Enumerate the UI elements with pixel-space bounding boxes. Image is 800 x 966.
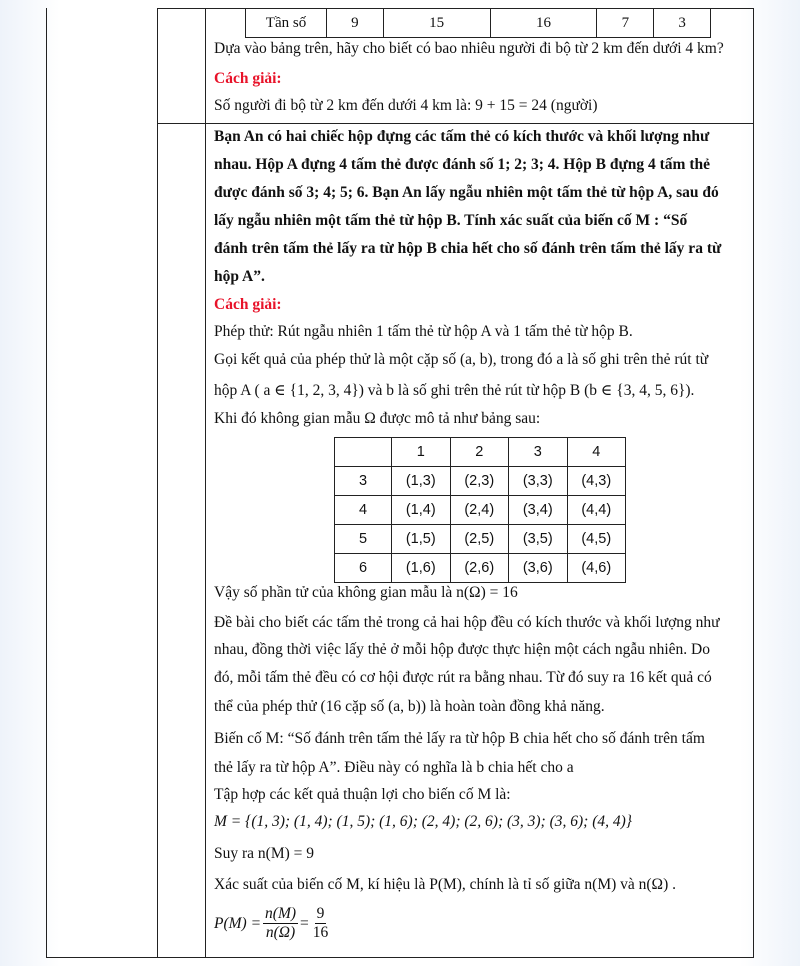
table-border-left xyxy=(46,8,47,958)
q2-trial: Phép thử: Rút ngẫu nhiên 1 tấm thẻ từ hộp A và 1 tấm thẻ từ hộp B. xyxy=(214,323,633,340)
q2-paragraph-line: đó, mỗi tấm thẻ đều có cơ hội được rút ra bằng nhau. Từ đó suy ra 16 kết quả có xyxy=(214,669,712,686)
sample-cell: (3,5) xyxy=(509,525,568,554)
sample-cell: (4,4) xyxy=(567,496,626,525)
frequency-table xyxy=(245,8,711,38)
q2-event-line-2: thẻ lấy ra từ hộp A”. Điều này có nghĩa là b chia hết cho a xyxy=(214,759,574,776)
sample-cell: (1,3) xyxy=(392,467,451,496)
table-border-bottom xyxy=(46,957,753,958)
table-border-right xyxy=(753,8,754,958)
sample-header-cell: 2 xyxy=(450,438,509,467)
q2-sample-space-count: Vậy số phần tử của không gian mẫu là n(Ω) = 16 xyxy=(214,584,518,601)
freq-value: 9 xyxy=(327,9,384,38)
sample-header-cell: 4 xyxy=(567,438,626,467)
q2-problem-line: lấy ngẫu nhiên một tấm thẻ từ hộp B. Tính xác suất của biến cố M : “Số xyxy=(214,212,688,229)
sample-cell: (2,5) xyxy=(450,525,509,554)
sample-cell: (3,3) xyxy=(509,467,568,496)
q2-solution-heading: Cách giải: xyxy=(214,296,282,313)
background-decoration-left xyxy=(0,0,60,966)
table-row xyxy=(335,554,626,583)
fraction-numerator: n(M) xyxy=(265,905,297,922)
sample-cell: (3,6) xyxy=(509,554,568,583)
freq-value: 7 xyxy=(597,9,654,38)
freq-label: Tần số xyxy=(246,9,327,38)
fraction-numerator: 9 xyxy=(316,905,325,922)
q2-probability-intro: Xác suất của biến cố M, kí hiệu là P(M), chính là tỉ số giữa n(M) và n(Ω) . xyxy=(214,876,676,893)
sample-cell: (4,3) xyxy=(567,467,626,496)
row-divider xyxy=(157,123,753,124)
background-decoration-right xyxy=(740,0,800,966)
q2-problem-line: đánh trên tấm thẻ lấy ra từ hộp B chia hết cho số đánh trên tấm thẻ lấy ra từ xyxy=(214,240,722,257)
sample-header-cell: 3 xyxy=(509,438,568,467)
fraction-n-m-over-n-omega xyxy=(263,905,298,942)
probability-formula xyxy=(214,905,332,942)
q2-sample-space-intro: Khi đó không gian mẫu Ω được mô tả như bảng sau: xyxy=(214,410,541,427)
q2-paragraph-line: thể của phép thử (16 cặp số (a, b)) là hoàn toàn đồng khả năng. xyxy=(214,698,605,715)
q2-favorable-intro: Tập hợp các kết quả thuận lợi cho biến cố M là: xyxy=(214,786,511,803)
fraction-result xyxy=(311,905,331,942)
sample-cell: (4,6) xyxy=(567,554,626,583)
q2-problem-line: nhau. Hộp A đựng 4 tấm thẻ được đánh số 1; 2; 3; 4. Hộp B đựng 4 tấm thẻ xyxy=(214,156,710,173)
table-column-divider-1 xyxy=(157,8,158,958)
formula-equals: = xyxy=(300,914,309,932)
table-row xyxy=(335,467,626,496)
table-column-divider-2 xyxy=(205,8,206,958)
q2-problem-line: được đánh số 3; 4; 5; 6. Bạn An lấy ngẫu nhiên một tấm thẻ từ hộp A, sau đó xyxy=(214,184,719,201)
q2-paragraph-line: nhau, đồng thời việc lấy thẻ ở mỗi hộp được thực hiện một cách ngẫu nhiên. Do xyxy=(214,641,710,658)
q2-problem-line: hộp A”. xyxy=(214,268,265,285)
sample-row-label: 6 xyxy=(335,554,392,583)
formula-lhs: P(M) = xyxy=(214,914,262,932)
sample-cell: (2,4) xyxy=(450,496,509,525)
q2-outcome-line-1: Gọi kết quả của phép thử là một cặp số (a, b), trong đó a là số ghi trên thẻ rút từ xyxy=(214,351,709,368)
q2-n-m: Suy ra n(M) = 9 xyxy=(214,845,315,862)
table-row xyxy=(335,496,626,525)
sample-row-label: 4 xyxy=(335,496,392,525)
q1-question: Dựa vào bảng trên, hãy cho biết có bao nhiêu người đi bộ từ 2 km đến dưới 4 km? xyxy=(214,40,724,57)
q2-paragraph-line: Đề bài cho biết các tấm thẻ trong cả hai hộp đều có kích thước và khối lượng như xyxy=(214,614,720,631)
q1-answer: Số người đi bộ từ 2 km đến dưới 4 km là: 9 + 15 = 24 (người) xyxy=(214,97,598,114)
sample-cell: (1,5) xyxy=(392,525,451,554)
sample-header-cell xyxy=(335,438,392,467)
sample-cell: (1,4) xyxy=(392,496,451,525)
q1-solution-heading: Cách giải: xyxy=(214,70,282,87)
freq-value: 15 xyxy=(383,9,490,38)
sample-cell: (2,3) xyxy=(450,467,509,496)
sample-header-cell: 1 xyxy=(392,438,451,467)
fraction-denominator: n(Ω) xyxy=(265,924,296,941)
sample-cell: (1,6) xyxy=(392,554,451,583)
sample-cell: (4,5) xyxy=(567,525,626,554)
freq-value: 16 xyxy=(490,9,597,38)
q2-favorable-set: M = {(1, 3); (1, 4); (1, 5); (1, 6); (2, 4); (2, 6); (3, 3); (3, 6); (4, 4)} xyxy=(214,813,632,830)
sample-row-label: 5 xyxy=(335,525,392,554)
sample-cell: (3,4) xyxy=(509,496,568,525)
q2-event-line-1: Biến cố M: “Số đánh trên tấm thẻ lấy ra từ hộp B chia hết cho số đánh trên tấm xyxy=(214,730,705,747)
fraction-denominator: 16 xyxy=(312,924,329,941)
sample-row-label: 3 xyxy=(335,467,392,496)
freq-value: 3 xyxy=(654,9,711,38)
q2-problem-line: Bạn An có hai chiếc hộp đựng các tấm thẻ có kích thước và khối lượng như xyxy=(214,128,710,145)
sample-space-table xyxy=(334,437,626,583)
q2-outcome-line-2: hộp A ( a ∈ {1, 2, 3, 4}) và b là số ghi trên thẻ rút từ hộp B (b ∈ {3, 4, 5, 6}). xyxy=(214,382,695,399)
table-row xyxy=(335,525,626,554)
sample-cell: (2,6) xyxy=(450,554,509,583)
